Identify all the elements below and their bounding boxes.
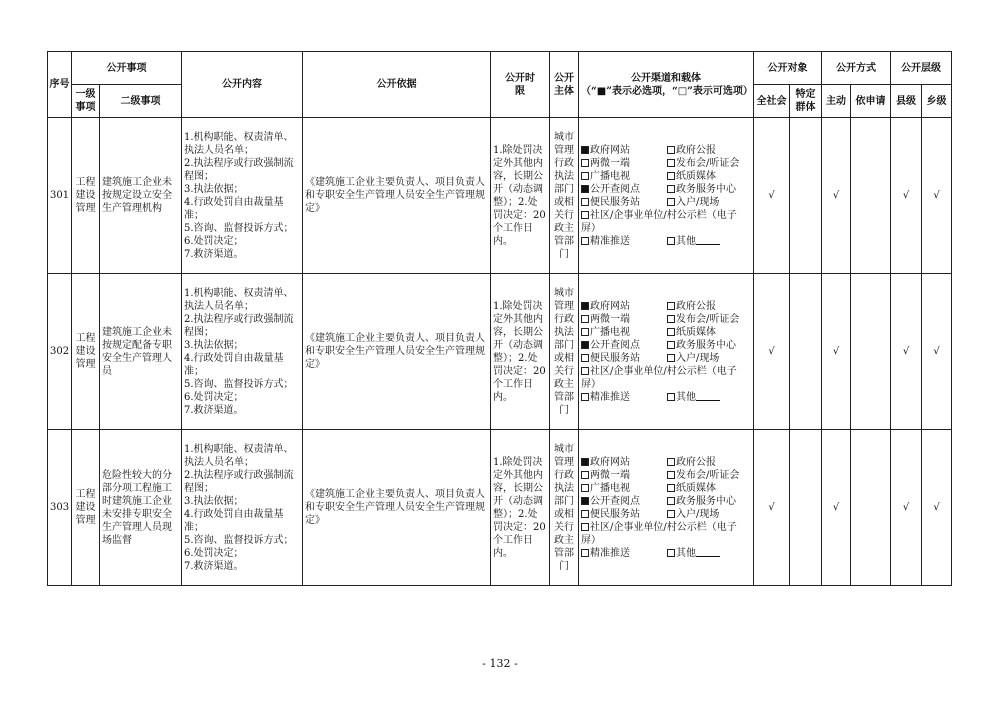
channel-other [667, 235, 751, 248]
row-level1: 工程建设管理 [72, 118, 100, 274]
channel-label: 入户/现场 [676, 352, 720, 364]
unchecked-box-icon [667, 549, 675, 557]
row-level2: 危险性较大的分部分项工程施工时建筑施工企业未安排专职安全生产管理人员现场监督 [100, 430, 182, 586]
row-basis: 《建筑施工企业主要负责人、项目负责人和专职安全生产管理人员安全生产管理规定》 [303, 274, 491, 430]
channel-label: 两微一端 [590, 469, 630, 481]
unchecked-box-icon [581, 367, 589, 375]
row-time: 1.除处罚决定外其他内容，长期公开（动态调整）；2.处罚决定：20个工作日内。 [491, 274, 550, 430]
channel-door [667, 196, 751, 209]
row-subject: 城市管理行政执法部门或相关行政主管部门 [550, 118, 579, 274]
channel-gov-bulletin [667, 300, 751, 313]
channel-reading [581, 339, 667, 352]
blank-underline [696, 391, 720, 401]
channel-other [667, 391, 751, 404]
row-target-group [790, 430, 822, 586]
unchecked-box-icon [581, 237, 589, 245]
channel-label: 公开查阅点 [590, 339, 640, 351]
row-method-request [851, 430, 891, 586]
unchecked-box-icon [667, 497, 675, 505]
channel-community [581, 365, 751, 391]
channel-reading [581, 183, 667, 196]
row-time: 1.除处罚决定外其他内容，长期公开（动态调整）；2.处罚决定：20个工作日内。 [491, 118, 550, 274]
row-channels [579, 430, 754, 586]
unchecked-box-icon [667, 328, 675, 336]
channel-label: 公开查阅点 [590, 495, 640, 507]
disclosure-table [47, 51, 952, 586]
content-line: 3.执法依据； [184, 339, 244, 351]
channel-label: 其他 [676, 547, 696, 559]
page-number: - 132 - [482, 657, 518, 670]
unchecked-box-icon [667, 341, 675, 349]
checked-box-icon [581, 302, 589, 310]
channel-gov-site [581, 144, 667, 157]
channel-label: 政府公报 [676, 144, 716, 156]
channel-label: 政府网站 [590, 144, 630, 156]
channel-reading [581, 495, 667, 508]
content-line: 4.行政处罚自由裁量基准； [184, 508, 284, 533]
unchecked-box-icon [667, 510, 675, 518]
channel-label: 两微一端 [590, 313, 630, 325]
header-content: 公开内容 [182, 52, 303, 118]
table-body [48, 118, 952, 586]
row-target-group [790, 118, 822, 274]
content-line: 7.救济渠道。 [184, 248, 244, 260]
row-level-county: √ [891, 430, 922, 586]
content-line: 1.机构职能、权责清单、执法人员名单； [184, 443, 294, 468]
channel-label: 精准推送 [590, 391, 630, 403]
content-line: 6.处罚决定； [184, 547, 244, 559]
header-channels [579, 52, 754, 118]
content-line: 2.执法程序或行政强制流程图； [184, 157, 294, 182]
content-line: 7.救济渠道。 [184, 404, 244, 416]
channel-paper [667, 170, 751, 183]
content-line: 3.执法依据； [184, 183, 244, 195]
content-line: 6.处罚决定； [184, 235, 244, 247]
channel-label: 政府网站 [590, 456, 630, 468]
unchecked-box-icon [667, 185, 675, 193]
content-line: 4.行政处罚自由裁量基准； [184, 196, 284, 221]
row-level-town: √ [922, 118, 952, 274]
header-level1: 一级事项 [72, 85, 100, 118]
channel-label: 入户/现场 [676, 508, 720, 520]
unchecked-box-icon [667, 484, 675, 492]
row-channels [579, 274, 754, 430]
unchecked-box-icon [581, 315, 589, 323]
blank-underline [696, 547, 720, 557]
row-level-county: √ [891, 274, 922, 430]
header-time: 公开时限 [491, 52, 550, 118]
channel-convenience [581, 196, 667, 209]
channel-push [581, 235, 667, 248]
channel-community [581, 209, 751, 235]
row-level2: 建筑施工企业未按规定配备专职安全生产管理人员 [100, 274, 182, 430]
content-line: 1.机构职能、权责清单、执法人员名单； [184, 131, 294, 156]
header-channel-note: （“■”表示必选项，“□”表示可选项） [581, 85, 753, 97]
row-content [182, 274, 303, 430]
header-subject: 公开主体 [550, 52, 579, 118]
channel-gov-bulletin [667, 144, 751, 157]
unchecked-box-icon [581, 549, 589, 557]
header-level2: 二级事项 [100, 85, 182, 118]
channel-label: 入户/现场 [676, 196, 720, 208]
channel-other [667, 547, 751, 560]
row-level-town: √ [922, 274, 952, 430]
channel-label: 发布会/听证会 [676, 469, 740, 481]
channel-label: 政府公报 [676, 300, 716, 312]
channel-hearing [667, 157, 751, 170]
header-target-all: 全社会 [754, 85, 790, 118]
channel-gov-site [581, 456, 667, 469]
row-target-all: √ [754, 274, 790, 430]
header-basis: 公开依据 [303, 52, 491, 118]
unchecked-box-icon [667, 159, 675, 167]
channel-label: 广播电视 [590, 326, 630, 338]
row-basis: 《建筑施工企业主要负责人、项目负责人和专职安全生产管理人员安全生产管理规定》 [303, 118, 491, 274]
channel-label: 广播电视 [590, 170, 630, 182]
content-line: 2.执法程序或行政强制流程图； [184, 469, 294, 494]
channel-label: 社区/企事业单位/村公示栏（电子屏） [581, 365, 737, 390]
channel-label: 发布会/听证会 [676, 313, 740, 325]
channel-convenience [581, 508, 667, 521]
channel-push [581, 391, 667, 404]
channel-label: 政务服务中心 [676, 183, 736, 195]
row-method-active: √ [822, 274, 851, 430]
channel-label: 政府网站 [590, 300, 630, 312]
row-level2: 建筑施工企业未按规定设立安全生产管理机构 [100, 118, 182, 274]
row-subject: 城市管理行政执法部门或相关行政主管部门 [550, 274, 579, 430]
header-method-active: 主动 [822, 85, 851, 118]
channel-label: 政务服务中心 [676, 495, 736, 507]
channel-two-micro [581, 157, 667, 170]
table-row [48, 274, 952, 430]
channel-gov-site [581, 300, 667, 313]
unchecked-box-icon [581, 198, 589, 206]
channel-label: 其他 [676, 235, 696, 247]
header-level: 公开层级 [891, 52, 952, 85]
row-channels [579, 118, 754, 274]
unchecked-box-icon [581, 172, 589, 180]
content-line: 1.机构职能、权责清单、执法人员名单； [184, 287, 294, 312]
unchecked-box-icon [667, 146, 675, 154]
checked-box-icon [581, 458, 589, 466]
table-row [48, 430, 952, 586]
channel-label: 发布会/听证会 [676, 157, 740, 169]
row-method-request [851, 118, 891, 274]
channel-label: 精准推送 [590, 547, 630, 559]
channel-broadcast [581, 170, 667, 183]
channel-label: 广播电视 [590, 482, 630, 494]
unchecked-box-icon [667, 315, 675, 323]
channel-push [581, 547, 667, 560]
content-line: 4.行政处罚自由裁量基准； [184, 352, 284, 377]
header-channel-title: 公开渠道和载体 [631, 72, 701, 84]
channel-door [667, 508, 751, 521]
unchecked-box-icon [667, 172, 675, 180]
unchecked-box-icon [667, 302, 675, 310]
unchecked-box-icon [581, 510, 589, 518]
row-target-all: √ [754, 430, 790, 586]
row-subject: 城市管理行政执法部门或相关行政主管部门 [550, 430, 579, 586]
unchecked-box-icon [581, 393, 589, 401]
row-target-all: √ [754, 118, 790, 274]
channel-paper [667, 326, 751, 339]
channel-label: 两微一端 [590, 157, 630, 169]
unchecked-box-icon [581, 328, 589, 336]
checked-box-icon [581, 341, 589, 349]
channel-hearing [667, 469, 751, 482]
header-seq: 序号 [48, 52, 72, 118]
row-level-county: √ [891, 118, 922, 274]
checked-box-icon [581, 146, 589, 154]
channel-label: 公开查阅点 [590, 183, 640, 195]
row-basis: 《建筑施工企业主要负责人、项目负责人和专职安全生产管理人员安全生产管理规定》 [303, 430, 491, 586]
channel-service-center [667, 339, 751, 352]
unchecked-box-icon [667, 458, 675, 466]
content-line: 7.救济渠道。 [184, 560, 244, 572]
row-method-active: √ [822, 430, 851, 586]
header-level-town: 乡级 [922, 85, 952, 118]
row-content [182, 118, 303, 274]
header-row-1 [48, 52, 952, 85]
header-method: 公开方式 [822, 52, 891, 85]
header-target-group: 特定群体 [790, 85, 822, 118]
channel-door [667, 352, 751, 365]
channel-broadcast [581, 482, 667, 495]
checked-box-icon [581, 185, 589, 193]
unchecked-box-icon [581, 354, 589, 362]
unchecked-box-icon [581, 523, 589, 531]
channel-label: 便民服务站 [590, 196, 640, 208]
channel-label: 社区/企事业单位/村公示栏（电子屏） [581, 209, 737, 234]
row-seq: 301 [48, 118, 72, 274]
unchecked-box-icon [581, 211, 589, 219]
channel-label: 政府公报 [676, 456, 716, 468]
channel-label: 纸质媒体 [676, 482, 716, 494]
channel-gov-bulletin [667, 456, 751, 469]
unchecked-box-icon [581, 159, 589, 167]
row-target-group [790, 274, 822, 430]
row-time: 1.除处罚决定外其他内容，长期公开（动态调整）；2.处罚决定：20个工作日内。 [491, 430, 550, 586]
content-line: 2.执法程序或行政强制流程图； [184, 313, 294, 338]
channel-label: 纸质媒体 [676, 326, 716, 338]
channel-service-center [667, 183, 751, 196]
channel-paper [667, 482, 751, 495]
unchecked-box-icon [581, 471, 589, 479]
unchecked-box-icon [667, 471, 675, 479]
header-level-county: 县级 [891, 85, 922, 118]
row-method-request [851, 274, 891, 430]
channel-two-micro [581, 469, 667, 482]
channel-service-center [667, 495, 751, 508]
channel-label: 便民服务站 [590, 508, 640, 520]
blank-underline [696, 235, 720, 245]
unchecked-box-icon [581, 484, 589, 492]
header-method-request: 依申请 [851, 85, 891, 118]
content-line: 5.咨询、监督投诉方式； [184, 378, 294, 390]
unchecked-box-icon [667, 354, 675, 362]
channel-hearing [667, 313, 751, 326]
header-matters: 公开事项 [72, 52, 182, 85]
content-line: 6.处罚决定； [184, 391, 244, 403]
channel-label: 其他 [676, 391, 696, 403]
row-level1: 工程建设管理 [72, 430, 100, 586]
channel-label: 纸质媒体 [676, 170, 716, 182]
content-line: 5.咨询、监督投诉方式； [184, 534, 294, 546]
table-row [48, 118, 952, 274]
checked-box-icon [581, 497, 589, 505]
channel-label: 政务服务中心 [676, 339, 736, 351]
header-target: 公开对象 [754, 52, 822, 85]
channel-convenience [581, 352, 667, 365]
unchecked-box-icon [667, 393, 675, 401]
channel-broadcast [581, 326, 667, 339]
channel-community [581, 521, 751, 547]
row-level-town: √ [922, 430, 952, 586]
channel-label: 精准推送 [590, 235, 630, 247]
channel-two-micro [581, 313, 667, 326]
unchecked-box-icon [667, 198, 675, 206]
row-seq: 303 [48, 430, 72, 586]
channel-label: 社区/企事业单位/村公示栏（电子屏） [581, 521, 737, 546]
row-seq: 302 [48, 274, 72, 430]
row-method-active: √ [822, 118, 851, 274]
channel-label: 便民服务站 [590, 352, 640, 364]
row-level1: 工程建设管理 [72, 274, 100, 430]
row-content [182, 430, 303, 586]
content-line: 5.咨询、监督投诉方式； [184, 222, 294, 234]
unchecked-box-icon [667, 237, 675, 245]
content-line: 3.执法依据； [184, 495, 244, 507]
